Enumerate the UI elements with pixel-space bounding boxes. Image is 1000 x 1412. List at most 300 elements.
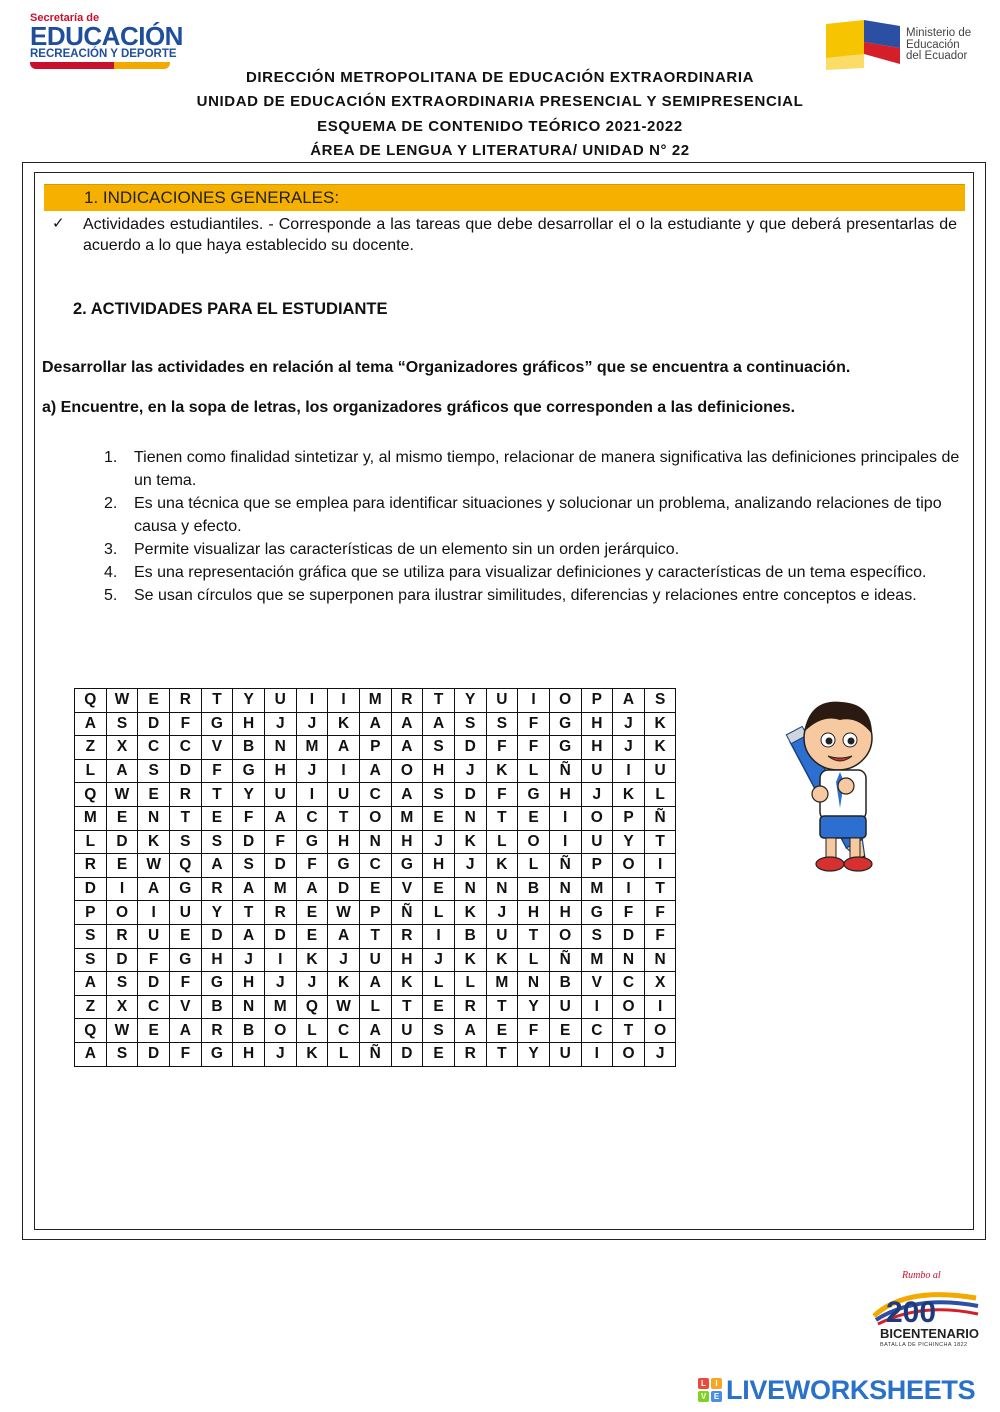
word-search-cell[interactable]: D xyxy=(613,924,645,948)
word-search-cell[interactable]: R xyxy=(454,995,486,1019)
word-search-cell[interactable]: N xyxy=(454,806,486,830)
word-search-cell[interactable]: Y xyxy=(518,1042,550,1066)
word-search-cell[interactable]: J xyxy=(328,948,360,972)
word-search-cell[interactable]: R xyxy=(169,783,201,807)
word-search-cell[interactable]: C xyxy=(359,783,391,807)
word-search-cell[interactable]: G xyxy=(233,759,265,783)
word-search-cell[interactable]: F xyxy=(169,712,201,736)
word-search-cell[interactable]: X xyxy=(106,995,138,1019)
word-search-cell[interactable]: F xyxy=(518,1019,550,1043)
word-search-cell[interactable]: M xyxy=(581,877,613,901)
word-search-cell[interactable]: U xyxy=(138,924,170,948)
word-search-cell[interactable]: E xyxy=(138,689,170,713)
word-search-cell[interactable]: A xyxy=(423,712,455,736)
word-search-cell[interactable]: Q xyxy=(75,1019,107,1043)
word-search-cell[interactable]: H xyxy=(549,901,581,925)
word-search-cell[interactable]: T xyxy=(644,877,676,901)
word-search-cell[interactable]: U xyxy=(549,995,581,1019)
word-search-cell[interactable]: O xyxy=(106,901,138,925)
word-search-cell[interactable]: H xyxy=(581,736,613,760)
word-search-cell[interactable]: G xyxy=(201,712,233,736)
word-search-cell[interactable]: A xyxy=(391,783,423,807)
word-search-cell[interactable]: P xyxy=(581,854,613,878)
word-search-cell[interactable]: G xyxy=(549,736,581,760)
word-search-cell[interactable]: O xyxy=(549,924,581,948)
word-search-cell[interactable]: S xyxy=(75,948,107,972)
word-search-cell[interactable]: P xyxy=(359,901,391,925)
word-search-cell[interactable]: F xyxy=(486,736,518,760)
word-search-cell[interactable]: S xyxy=(106,712,138,736)
word-search-cell[interactable]: I xyxy=(296,783,328,807)
word-search-cell[interactable]: F xyxy=(644,924,676,948)
word-search-cell[interactable]: H xyxy=(391,830,423,854)
word-search-cell[interactable]: K xyxy=(486,854,518,878)
word-search-cell[interactable]: E xyxy=(296,901,328,925)
word-search-cell[interactable]: C xyxy=(138,995,170,1019)
word-search-cell[interactable]: H xyxy=(549,783,581,807)
word-search-cell[interactable]: I xyxy=(264,948,296,972)
word-search-cell[interactable]: M xyxy=(486,972,518,996)
word-search-cell[interactable]: J xyxy=(644,1042,676,1066)
word-search-cell[interactable]: D xyxy=(391,1042,423,1066)
word-search-cell[interactable]: G xyxy=(201,972,233,996)
word-search-cell[interactable]: Y xyxy=(613,830,645,854)
word-search-cell[interactable]: T xyxy=(359,924,391,948)
word-search-cell[interactable]: L xyxy=(75,830,107,854)
word-search-cell[interactable]: F xyxy=(264,830,296,854)
word-search-cell[interactable]: G xyxy=(169,877,201,901)
word-search-cell[interactable]: H xyxy=(328,830,360,854)
word-search-cell[interactable]: A xyxy=(359,972,391,996)
word-search-cell[interactable]: R xyxy=(106,924,138,948)
word-search-cell[interactable]: M xyxy=(581,948,613,972)
word-search-cell[interactable]: A xyxy=(75,972,107,996)
word-search-cell[interactable]: E xyxy=(423,877,455,901)
word-search-cell[interactable]: R xyxy=(391,924,423,948)
word-search-cell[interactable]: C xyxy=(296,806,328,830)
word-search-cell[interactable]: X xyxy=(106,736,138,760)
word-search-cell[interactable]: G xyxy=(391,854,423,878)
word-search-cell[interactable]: N xyxy=(644,948,676,972)
word-search-cell[interactable]: E xyxy=(138,1019,170,1043)
word-search-cell[interactable]: I xyxy=(613,877,645,901)
word-search-cell[interactable]: A xyxy=(233,877,265,901)
word-search-cell[interactable]: A xyxy=(296,877,328,901)
word-search-cell[interactable]: K xyxy=(391,972,423,996)
word-search-cell[interactable]: A xyxy=(75,712,107,736)
word-search-cell[interactable]: H xyxy=(518,901,550,925)
word-search-cell[interactable]: N xyxy=(454,877,486,901)
word-search-cell[interactable]: A xyxy=(75,1042,107,1066)
word-search-cell[interactable]: K xyxy=(486,948,518,972)
word-search-cell[interactable]: U xyxy=(359,948,391,972)
word-search-cell[interactable]: K xyxy=(296,1042,328,1066)
word-search-cell[interactable]: W xyxy=(138,854,170,878)
word-search-cell[interactable]: O xyxy=(391,759,423,783)
word-search-cell[interactable]: J xyxy=(296,972,328,996)
word-search-cell[interactable]: N xyxy=(359,830,391,854)
word-search-cell[interactable]: C xyxy=(138,736,170,760)
word-search-cell[interactable]: S xyxy=(644,689,676,713)
word-search-cell[interactable]: U xyxy=(264,689,296,713)
word-search-cell[interactable]: D xyxy=(264,854,296,878)
word-search-cell[interactable]: J xyxy=(454,854,486,878)
word-search-cell[interactable]: N xyxy=(549,877,581,901)
word-search-cell[interactable]: S xyxy=(201,830,233,854)
word-search-cell[interactable]: A xyxy=(328,924,360,948)
word-search-cell[interactable]: S xyxy=(423,783,455,807)
word-search-cell[interactable]: M xyxy=(296,736,328,760)
word-search-cell[interactable]: G xyxy=(169,948,201,972)
word-search-cell[interactable]: O xyxy=(581,806,613,830)
word-search-cell[interactable]: J xyxy=(423,948,455,972)
word-search-cell[interactable]: G xyxy=(549,712,581,736)
word-search-cell[interactable]: O xyxy=(359,806,391,830)
word-search-cell[interactable]: Ñ xyxy=(549,948,581,972)
word-search-cell[interactable]: B xyxy=(518,877,550,901)
word-search-cell[interactable]: A xyxy=(233,924,265,948)
word-search-cell[interactable]: R xyxy=(454,1042,486,1066)
word-search-cell[interactable]: I xyxy=(328,759,360,783)
word-search-cell[interactable]: Q xyxy=(75,783,107,807)
word-search-cell[interactable]: D xyxy=(264,924,296,948)
word-search-cell[interactable]: H xyxy=(233,1042,265,1066)
word-search-cell[interactable]: O xyxy=(549,689,581,713)
word-search-cell[interactable]: I xyxy=(518,689,550,713)
word-search-cell[interactable]: M xyxy=(359,689,391,713)
word-search-cell[interactable]: D xyxy=(138,712,170,736)
word-search-cell[interactable]: N xyxy=(233,995,265,1019)
word-search-cell[interactable]: H xyxy=(423,854,455,878)
word-search-cell[interactable]: Ñ xyxy=(644,806,676,830)
word-search-cell[interactable]: D xyxy=(454,736,486,760)
word-search-cell[interactable]: K xyxy=(296,948,328,972)
word-search-cell[interactable]: E xyxy=(138,783,170,807)
word-search-cell[interactable]: L xyxy=(518,854,550,878)
word-search-cell[interactable]: D xyxy=(328,877,360,901)
word-search-cell[interactable]: U xyxy=(486,924,518,948)
word-search-cell[interactable]: S xyxy=(486,712,518,736)
word-search-cell[interactable]: L xyxy=(423,972,455,996)
word-search-cell[interactable]: H xyxy=(233,712,265,736)
word-search-cell[interactable]: A xyxy=(264,806,296,830)
word-search-cell[interactable]: P xyxy=(75,901,107,925)
word-search-cell[interactable]: K xyxy=(454,901,486,925)
word-search-cell[interactable]: I xyxy=(581,995,613,1019)
word-search-cell[interactable]: K xyxy=(454,830,486,854)
word-search-cell[interactable]: I xyxy=(296,689,328,713)
word-search-cell[interactable]: F xyxy=(138,948,170,972)
word-search-cell[interactable]: C xyxy=(169,736,201,760)
word-search-cell[interactable]: H xyxy=(391,948,423,972)
word-search-cell[interactable]: U xyxy=(264,783,296,807)
word-search-cell[interactable]: E xyxy=(106,806,138,830)
word-search-cell[interactable]: D xyxy=(169,759,201,783)
word-search-cell[interactable]: L xyxy=(486,830,518,854)
word-search-cell[interactable]: N xyxy=(613,948,645,972)
word-search-cell[interactable]: Q xyxy=(169,854,201,878)
word-search-cell[interactable]: W xyxy=(328,995,360,1019)
word-search-cell[interactable]: B xyxy=(233,1019,265,1043)
word-search-cell[interactable]: I xyxy=(644,854,676,878)
word-search-cell[interactable]: I xyxy=(423,924,455,948)
word-search-cell[interactable]: L xyxy=(454,972,486,996)
word-search-cell[interactable]: E xyxy=(549,1019,581,1043)
word-search-cell[interactable]: W xyxy=(328,901,360,925)
word-search-cell[interactable]: D xyxy=(106,830,138,854)
word-search-cell[interactable]: U xyxy=(644,759,676,783)
word-search-cell[interactable]: A xyxy=(359,712,391,736)
word-search-cell[interactable]: B xyxy=(233,736,265,760)
word-search-cell[interactable]: A xyxy=(138,877,170,901)
word-search-cell[interactable]: J xyxy=(613,736,645,760)
word-search-cell[interactable]: F xyxy=(518,736,550,760)
word-search-cell[interactable]: J xyxy=(264,712,296,736)
word-search-cell[interactable]: T xyxy=(201,689,233,713)
word-search-cell[interactable]: S xyxy=(169,830,201,854)
word-search-cell[interactable]: E xyxy=(296,924,328,948)
word-search-cell[interactable]: L xyxy=(518,948,550,972)
word-search-cell[interactable]: T xyxy=(486,995,518,1019)
word-search-cell[interactable]: S xyxy=(233,854,265,878)
word-search-cell[interactable]: A xyxy=(391,712,423,736)
word-search-cell[interactable]: H xyxy=(581,712,613,736)
word-search-cell[interactable]: U xyxy=(581,759,613,783)
word-search-cell[interactable]: I xyxy=(613,759,645,783)
word-search-cell[interactable]: Q xyxy=(296,995,328,1019)
word-search-cell[interactable]: Q xyxy=(75,689,107,713)
word-search-cell[interactable]: J xyxy=(264,972,296,996)
word-search-cell[interactable]: J xyxy=(296,712,328,736)
word-search-cell[interactable]: A xyxy=(391,736,423,760)
word-search-cell[interactable]: H xyxy=(264,759,296,783)
word-search-cell[interactable]: A xyxy=(201,854,233,878)
word-search-cell[interactable]: D xyxy=(106,948,138,972)
word-search-cell[interactable]: M xyxy=(264,995,296,1019)
word-search-cell[interactable]: Y xyxy=(454,689,486,713)
word-search-cell[interactable]: D xyxy=(233,830,265,854)
word-search-cell[interactable]: F xyxy=(518,712,550,736)
word-search-cell[interactable]: D xyxy=(138,1042,170,1066)
word-search-cell[interactable]: K xyxy=(454,948,486,972)
word-search-cell[interactable]: U xyxy=(549,1042,581,1066)
word-search-cell[interactable]: N xyxy=(518,972,550,996)
word-search-cell[interactable]: L xyxy=(423,901,455,925)
word-search-cell[interactable]: Ñ xyxy=(549,854,581,878)
word-search-cell[interactable]: L xyxy=(359,995,391,1019)
word-search-cell[interactable]: R xyxy=(264,901,296,925)
word-search-cell[interactable]: F xyxy=(486,783,518,807)
word-search-cell[interactable]: V xyxy=(581,972,613,996)
word-search-cell[interactable]: U xyxy=(581,830,613,854)
word-search-cell[interactable]: O xyxy=(518,830,550,854)
word-search-cell[interactable]: O xyxy=(264,1019,296,1043)
word-search-cell[interactable]: T xyxy=(391,995,423,1019)
word-search-cell[interactable]: A xyxy=(106,759,138,783)
word-search-cell[interactable]: A xyxy=(359,1019,391,1043)
word-search-cell[interactable]: B xyxy=(549,972,581,996)
word-search-cell[interactable]: J xyxy=(613,712,645,736)
word-search-cell[interactable]: S xyxy=(106,1042,138,1066)
word-search-cell[interactable]: T xyxy=(518,924,550,948)
word-search-cell[interactable]: E xyxy=(423,1042,455,1066)
word-search-cell[interactable]: U xyxy=(486,689,518,713)
word-search-cell[interactable]: W xyxy=(106,783,138,807)
word-search-cell[interactable]: R xyxy=(201,1019,233,1043)
word-search-cell[interactable]: V xyxy=(201,736,233,760)
word-search-cell[interactable]: C xyxy=(581,1019,613,1043)
word-search-cell[interactable]: X xyxy=(644,972,676,996)
word-search-cell[interactable]: F xyxy=(644,901,676,925)
word-search-cell[interactable]: K xyxy=(328,712,360,736)
word-search-cell[interactable]: L xyxy=(644,783,676,807)
word-search-cell[interactable]: E xyxy=(201,806,233,830)
word-search-cell[interactable]: E xyxy=(359,877,391,901)
word-search-cell[interactable]: I xyxy=(328,689,360,713)
word-search-cell[interactable]: L xyxy=(518,759,550,783)
word-search-cell[interactable]: C xyxy=(359,854,391,878)
word-search-cell[interactable]: F xyxy=(613,901,645,925)
word-search-cell[interactable]: S xyxy=(106,972,138,996)
word-search-cell[interactable]: K xyxy=(644,736,676,760)
word-search-cell[interactable]: Y xyxy=(518,995,550,1019)
word-search-cell[interactable]: T xyxy=(233,901,265,925)
word-search-cell[interactable]: T xyxy=(423,689,455,713)
word-search-cell[interactable]: Ñ xyxy=(391,901,423,925)
word-search-cell[interactable]: R xyxy=(169,689,201,713)
word-search-cell[interactable]: N xyxy=(486,877,518,901)
word-search-cell[interactable]: W xyxy=(106,689,138,713)
word-search-cell[interactable]: D xyxy=(201,924,233,948)
word-search-cell[interactable]: R xyxy=(391,689,423,713)
word-search-cell[interactable]: J xyxy=(454,759,486,783)
word-search-cell[interactable]: T xyxy=(486,1042,518,1066)
word-search-cell[interactable]: G xyxy=(296,830,328,854)
word-search-cell[interactable]: E xyxy=(169,924,201,948)
word-search-cell[interactable]: I xyxy=(581,1042,613,1066)
word-search-cell[interactable]: T xyxy=(169,806,201,830)
word-search-cell[interactable]: Y xyxy=(233,689,265,713)
word-search-cell[interactable]: I xyxy=(106,877,138,901)
word-search-cell[interactable]: Z xyxy=(75,736,107,760)
word-search-cell[interactable]: T xyxy=(613,1019,645,1043)
word-search-cell[interactable]: I xyxy=(549,806,581,830)
word-search-cell[interactable]: F xyxy=(233,806,265,830)
word-search-cell[interactable]: O xyxy=(613,995,645,1019)
word-search-cell[interactable]: Ñ xyxy=(549,759,581,783)
word-search-cell[interactable]: O xyxy=(613,1042,645,1066)
word-search-cell[interactable]: U xyxy=(169,901,201,925)
word-search-cell[interactable]: G xyxy=(518,783,550,807)
word-search-cell[interactable]: P xyxy=(581,689,613,713)
word-search-cell[interactable]: Y xyxy=(233,783,265,807)
word-search-cell[interactable]: D xyxy=(454,783,486,807)
word-search-cell[interactable]: Z xyxy=(75,995,107,1019)
word-search-cell[interactable]: O xyxy=(613,854,645,878)
word-search-cell[interactable]: M xyxy=(264,877,296,901)
word-search-cell[interactable]: E xyxy=(486,1019,518,1043)
word-search-cell[interactable]: H xyxy=(233,972,265,996)
word-search-cell[interactable]: A xyxy=(454,1019,486,1043)
word-search-cell[interactable]: V xyxy=(169,995,201,1019)
word-search-cell[interactable]: K xyxy=(644,712,676,736)
word-search-cell[interactable]: S xyxy=(454,712,486,736)
word-search-cell[interactable]: J xyxy=(296,759,328,783)
word-search-cell[interactable]: P xyxy=(359,736,391,760)
word-search-cell[interactable]: E xyxy=(423,995,455,1019)
word-search-cell[interactable]: U xyxy=(391,1019,423,1043)
word-search-cell[interactable]: I xyxy=(138,901,170,925)
word-search-cell[interactable]: D xyxy=(75,877,107,901)
word-search-cell[interactable]: C xyxy=(328,1019,360,1043)
word-search-cell[interactable]: N xyxy=(264,736,296,760)
word-search-cell[interactable]: W xyxy=(106,1019,138,1043)
word-search-cell[interactable]: S xyxy=(75,924,107,948)
word-search-cell[interactable]: F xyxy=(201,759,233,783)
word-search-cell[interactable]: F xyxy=(296,854,328,878)
word-search-cell[interactable]: T xyxy=(486,806,518,830)
word-search-cell[interactable]: T xyxy=(644,830,676,854)
word-search-cell[interactable]: J xyxy=(264,1042,296,1066)
word-search-cell[interactable]: H xyxy=(201,948,233,972)
word-search-cell[interactable]: L xyxy=(75,759,107,783)
word-search-cell[interactable]: Y xyxy=(201,901,233,925)
word-search-cell[interactable]: J xyxy=(581,783,613,807)
word-search-cell[interactable]: O xyxy=(644,1019,676,1043)
word-search-cell[interactable]: A xyxy=(328,736,360,760)
word-search-cell[interactable]: K xyxy=(613,783,645,807)
word-search-cell[interactable]: N xyxy=(138,806,170,830)
word-search-cell[interactable]: K xyxy=(486,759,518,783)
word-search-cell[interactable]: T xyxy=(328,806,360,830)
word-search-cell[interactable]: R xyxy=(201,877,233,901)
word-search-cell[interactable]: G xyxy=(201,1042,233,1066)
word-search-cell[interactable]: S xyxy=(423,1019,455,1043)
word-search-cell[interactable]: R xyxy=(75,854,107,878)
word-search-cell[interactable]: E xyxy=(518,806,550,830)
word-search-cell[interactable]: H xyxy=(423,759,455,783)
word-search-cell[interactable]: E xyxy=(106,854,138,878)
word-search-cell[interactable]: B xyxy=(454,924,486,948)
word-search-cell[interactable]: M xyxy=(75,806,107,830)
word-search-cell[interactable]: Ñ xyxy=(359,1042,391,1066)
word-search-cell[interactable]: S xyxy=(581,924,613,948)
word-search-cell[interactable]: C xyxy=(613,972,645,996)
word-search-cell[interactable]: L xyxy=(296,1019,328,1043)
word-search-cell[interactable]: A xyxy=(169,1019,201,1043)
word-search-cell[interactable]: M xyxy=(391,806,423,830)
word-search-cell[interactable]: I xyxy=(644,995,676,1019)
word-search-cell[interactable]: T xyxy=(201,783,233,807)
word-search-cell[interactable]: F xyxy=(169,1042,201,1066)
word-search-cell[interactable]: F xyxy=(169,972,201,996)
word-search-cell[interactable]: S xyxy=(423,736,455,760)
word-search-cell[interactable]: P xyxy=(613,806,645,830)
word-search-cell[interactable]: K xyxy=(328,972,360,996)
word-search-cell[interactable]: U xyxy=(328,783,360,807)
word-search-cell[interactable]: B xyxy=(201,995,233,1019)
word-search-cell[interactable]: S xyxy=(138,759,170,783)
word-search-cell[interactable]: J xyxy=(423,830,455,854)
word-search-cell[interactable]: K xyxy=(138,830,170,854)
word-search-cell[interactable]: J xyxy=(233,948,265,972)
word-search-cell[interactable]: E xyxy=(423,806,455,830)
word-search-cell[interactable]: J xyxy=(486,901,518,925)
word-search-cell[interactable]: A xyxy=(359,759,391,783)
word-search-cell[interactable]: V xyxy=(391,877,423,901)
word-search-cell[interactable]: D xyxy=(138,972,170,996)
word-search-cell[interactable]: G xyxy=(328,854,360,878)
